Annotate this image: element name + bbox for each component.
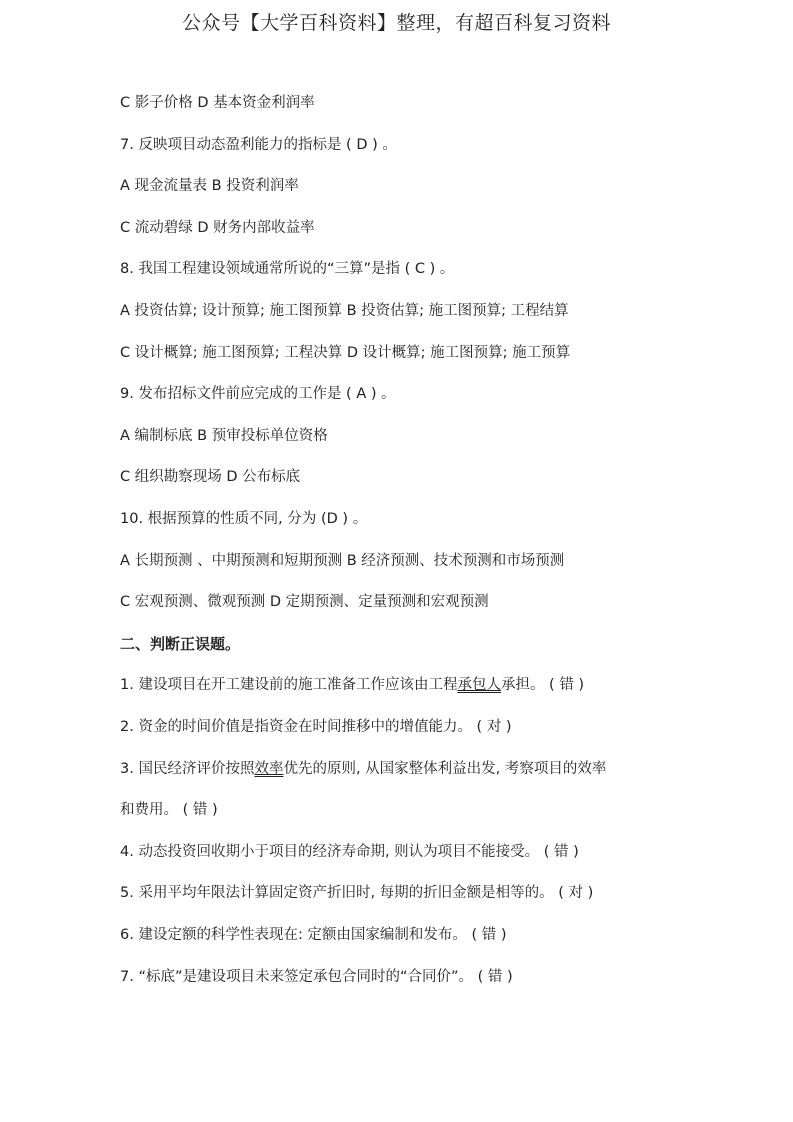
- line-text: 3. 国民经济评价按照: [120, 761, 255, 777]
- option-line: A 投资估算; 设计预算; 施工图预算 B 投资估算; 施工图预算; 工程结算: [120, 303, 569, 319]
- question-line: 8. 我国工程建设领域通常所说的“三算”是指 ( C ) 。: [120, 261, 455, 277]
- option-line: A 现金流量表 B 投资利润率: [120, 178, 299, 194]
- option-line: C 影子价格 D 基本资金利润率: [120, 95, 315, 111]
- underlined-term: 承包人: [457, 677, 501, 693]
- judgement-line: [120, 759, 606, 779]
- option-line: C 组织勘察现场 D 公布标底: [120, 469, 301, 485]
- judgement-line: [120, 675, 584, 695]
- judgement-line: 4. 动态投资回收期小于项目的经济寿命期, 则认为项目不能接受。 ( 错 ): [120, 844, 579, 860]
- question-line: 7. 反映项目动态盈利能力的指标是 ( D ) 。: [120, 137, 397, 153]
- option-line: A 长期预测 、中期预测和短期预测 B 经济预测、技术预测和市场预测: [120, 553, 565, 569]
- option-line: C 流动碧绿 D 财务内部收益率: [120, 220, 315, 236]
- underlined-term: 效率: [254, 761, 284, 777]
- option-line: C 设计概算; 施工图预算; 工程决算 D 设计概算; 施工图预算; 施工预算: [120, 345, 571, 361]
- judgement-line: 7. “标底”是建设项目未来签定承包合同时的“合同价”。 ( 错 ): [120, 969, 513, 985]
- judgement-line: 2. 资金的时间价值是指资金在时间推移中的增值能力。 ( 对 ): [120, 719, 512, 735]
- judgement-line: 6. 建设定额的科学性表现在: 定额由国家编制和发布。 ( 错 ): [120, 927, 507, 943]
- judgement-line: 5. 采用平均年限法计算固定资产折旧时, 每期的折旧金额是相等的。 ( 对 ): [120, 885, 594, 901]
- option-line: A 编制标底 B 预审投标单位资格: [120, 428, 328, 444]
- question-line: 9. 发布招标文件前应完成的工作是 ( A ) 。: [120, 386, 396, 402]
- question-line: 10. 根据预算的性质不同, 分为 (D ) 。: [120, 511, 368, 527]
- section-heading: 二、判断正误题。: [120, 635, 241, 653]
- line-text: 1. 建设项目在开工建设前的施工准备工作应该由工程: [120, 677, 458, 693]
- page-header: 公众号【大学百科资料】整理，有超百科复习资料: [181, 12, 611, 34]
- line-text: 承担。 ( 错 ): [500, 677, 585, 693]
- line-text: 优先的原则, 从国家整体利益出发, 考察项目的效率: [283, 761, 607, 777]
- option-line: C 宏观预测、微观预测 D 定期预测、定量预测和宏观预测: [120, 594, 489, 610]
- judgement-line: 和费用。 ( 错 ): [120, 802, 218, 818]
